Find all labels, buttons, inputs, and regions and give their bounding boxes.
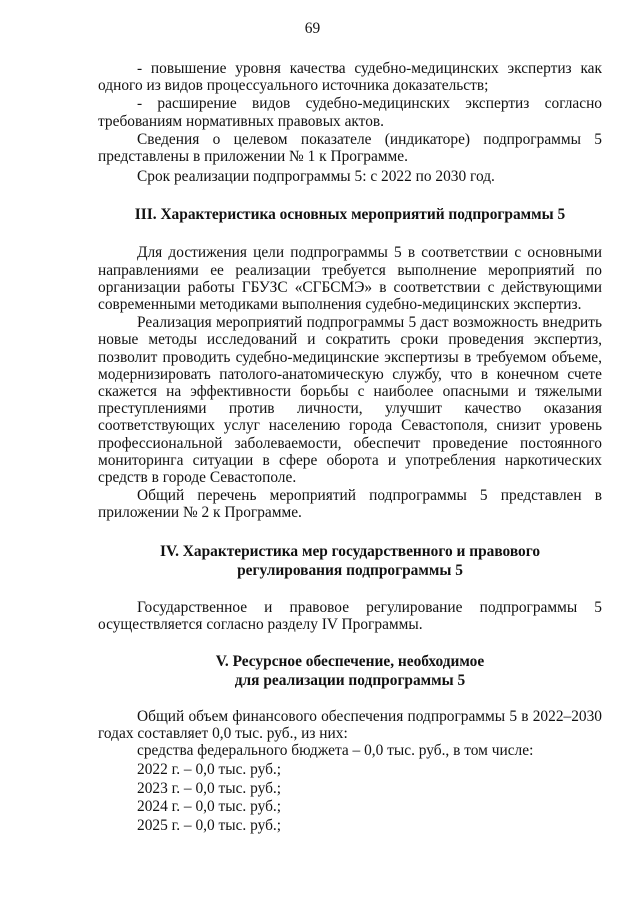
section-5-heading xyxy=(98,652,602,690)
federal-budget-line: средства федерального бюджета – 0,0 тыс. руб., в том числе: xyxy=(137,742,534,760)
year-line-2023: 2023 г. – 0,0 тыс. руб.; xyxy=(137,779,282,797)
section-4-heading-line-2: регулирования подпрограммы 5 xyxy=(237,561,463,579)
page-number: 69 xyxy=(304,20,321,37)
year-line-2025: 2025 г. – 0,0 тыс. руб.; xyxy=(137,816,282,834)
section-3-heading: III. Характеристика основных мероприятий подпрограммы 5 xyxy=(134,206,566,224)
goal-bullet-quality: - повышение уровня качества судебно-медицинских экспертиз как одного из видов процессуального источника доказательств; xyxy=(98,60,602,95)
term-paragraph: Срок реализации подпрограммы 5: с 2022 по 2030 год. xyxy=(137,168,495,186)
goal-bullet-expansion: - расширение видов судебно-медицинских экспертиз согласно требованиям нормативных правовых актов. xyxy=(98,95,602,130)
section-4-paragraph-1: Государственное и правовое регулирование подпрограммы 5 осуществляется согласно разделу IV Программы. xyxy=(98,598,602,633)
section-5-heading-line-2: для реализации подпрограммы 5 xyxy=(234,672,466,690)
section-5-heading-line-1: V. Ресурсное обеспечение, необходимое xyxy=(215,653,485,671)
page-content xyxy=(98,60,602,835)
section-3-paragraph-2: Реализация мероприятий подпрограммы 5 даст возможность внедрить новые методы исследований и сократить сроки проведения экспертиз, позволит проводить судебно-медицинские экспертизы в требуемом объеме, модернизировать патолого-анатомическую службу, что в конечном счете скажется на эффективности борьбы с наиболее опасными и тяжелыми преступлениями против личности, улучшит качество оказания соответствующих услуг населению города Севастополя, снизит уровень профессиональной заболеваемости, обеспечит проведение постоянного мониторинга ситуации в сфере оборота и употребления наркотических средств в городе Севастополе. xyxy=(98,314,602,487)
section-4-heading xyxy=(98,542,602,580)
indicator-paragraph: Сведения о целевом показателе (индикаторе) подпрограммы 5 представлены в приложении № 1 к Программе. xyxy=(98,130,602,166)
section-3-paragraph-1: Для достижения цели подпрограммы 5 в соответствии с основными направлениями ее реализации требуется выполнение мероприятий по организации работы ГБУЗС «СГБСМЭ» в соответствии с действующими современными методиками выполнения судебно-медицинских экспертиз. xyxy=(98,244,602,314)
section-3-paragraph-3: Общий перечень мероприятий подпрограммы 5 представлен в приложении № 2 к Программе. xyxy=(98,487,602,522)
section-5-paragraph-1: Общий объем финансового обеспечения подпрограммы 5 в 2022–2030 годах составляет 0,0 тыс. руб., из них: xyxy=(98,708,602,743)
year-line-2022: 2022 г. – 0,0 тыс. руб.; xyxy=(137,761,282,779)
year-line-2024: 2024 г. – 0,0 тыс. руб.; xyxy=(137,798,282,816)
section-4-heading-line-1: IV. Характеристика мер государственного и правового xyxy=(159,542,541,560)
